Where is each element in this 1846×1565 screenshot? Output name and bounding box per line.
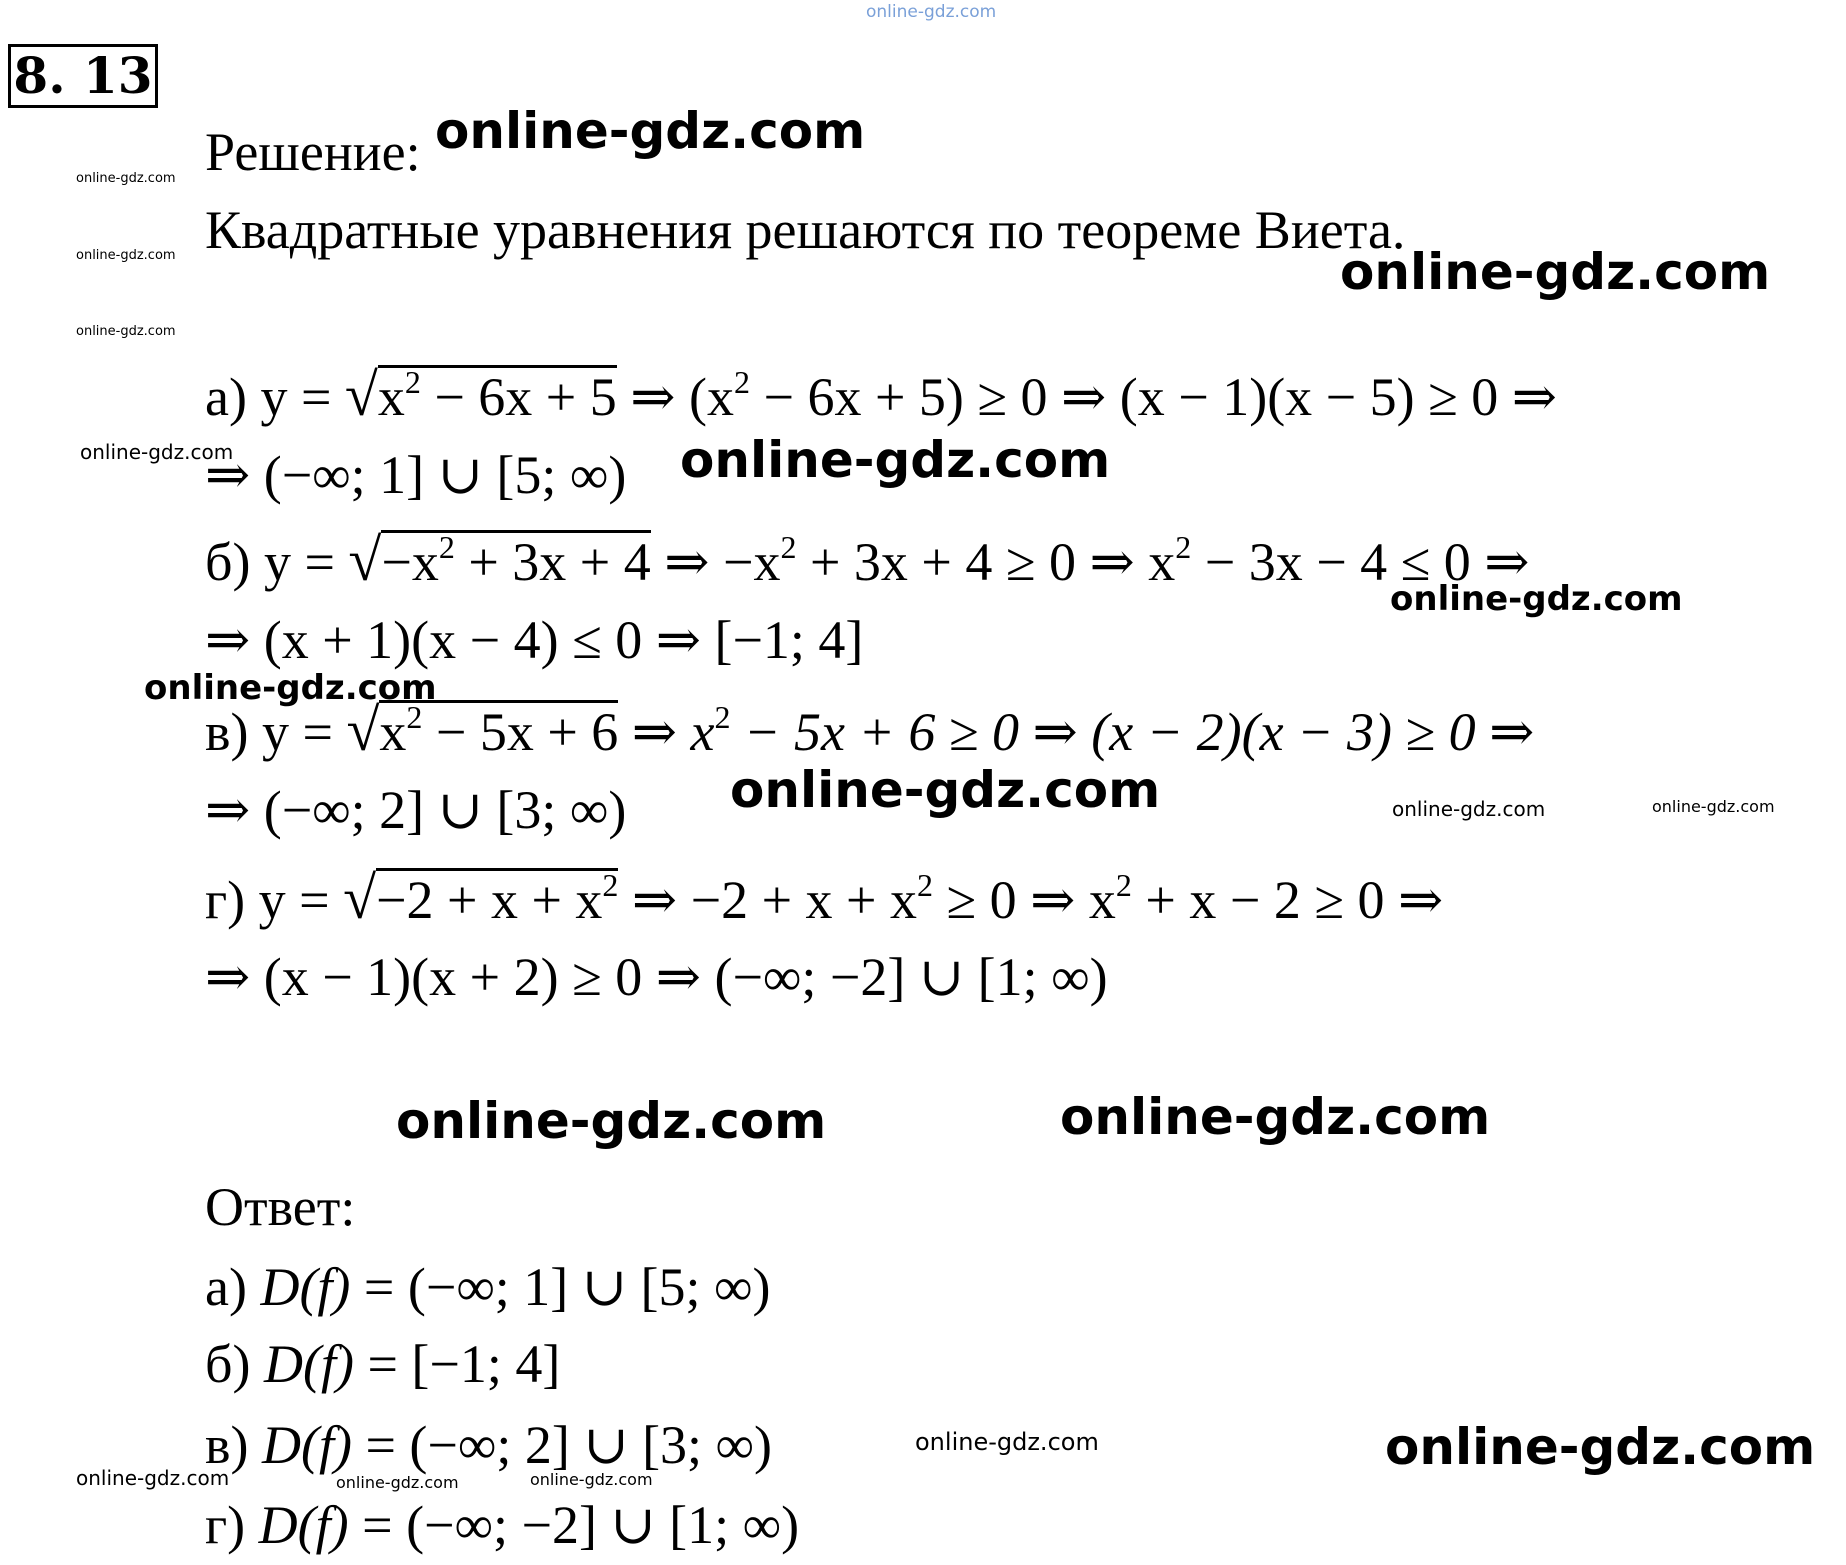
watermark: online-gdz.com [530, 1470, 653, 1489]
sqrt-icon: √ [346, 697, 380, 763]
solution-d-line2: ⇒ (x − 1)(x + 2) ≥ 0 ⇒ (−∞; −2] ∪ [1; ∞) [205, 947, 1108, 1007]
sqrt-icon: √ [348, 527, 382, 593]
watermark: online-gdz.com [76, 248, 176, 263]
sqrt-icon: √ [344, 362, 378, 428]
sqrt-icon: √ [343, 865, 377, 931]
solution-b-line2: ⇒ (x + 1)(x − 4) ≤ 0 ⇒ [−1; 4] [205, 610, 864, 670]
watermark: online-gdz.com [730, 761, 1161, 819]
solution-c-line1: в) $y = √x^2 - 5x + 6$ ⇒ $x^2 - 5x + 6 \ge 0$ ⇒ (x − 2)(x − 3) ≥ 0 ⇒ [205, 697, 1535, 763]
answer-c: в) D(f) = (−∞; 2] ∪ [3; ∞) [205, 1415, 773, 1475]
watermark: online-gdz.com [1340, 243, 1771, 301]
watermark: online-gdz.com [915, 1428, 1099, 1456]
solution-a-line2: ⇒ (−∞; 1] ∪ [5; ∞) [205, 445, 627, 505]
radicand-a: $x^2 - 6x + 5$ [377, 364, 617, 427]
radicand-d: $-2 + x + x^2$ [376, 867, 619, 930]
watermark: online-gdz.com [1060, 1088, 1491, 1146]
radicand-c: $x^2 - 5x + 6$ [379, 699, 619, 762]
answer-d: г) D(f) = (−∞; −2] ∪ [1; ∞) [205, 1495, 800, 1555]
watermark: online-gdz.com [76, 171, 176, 186]
watermark: online-gdz.com [80, 440, 234, 464]
watermark: online-gdz.com [144, 668, 437, 708]
answer-a: а) D(f) = (−∞; 1] ∪ [5; ∞) [205, 1257, 771, 1317]
watermark: online-gdz.com [1385, 1418, 1816, 1476]
problem-number-badge: 8. 13 [8, 44, 158, 108]
watermark: online-gdz.com [76, 1466, 230, 1490]
watermark: online-gdz.com [435, 102, 866, 160]
answer-b: б) D(f) = [−1; 4] [205, 1334, 561, 1394]
solution-label: Решение: [205, 122, 421, 182]
solution-a-line1: а) $y = √x^2 - 6x + 5$ ⇒ $(x^2 - 6x + 5) \ge 0$ ⇒ (x − 1)(x − 5) ≥ 0 ⇒ [205, 362, 1557, 428]
watermark: online-gdz.com [680, 431, 1111, 489]
watermark: online-gdz.com [1390, 579, 1683, 619]
answer-label: Ответ: [205, 1177, 356, 1237]
radicand-b: $-x^2 + 3x + 4$ [381, 529, 651, 592]
solution-d-line1: г) $y = √-2 + x + x^2$ ⇒ $-2 + x + x^2 \ge 0$ ⇒ $x^2 + x - 2 \ge 0$ ⇒ [205, 865, 1444, 931]
watermark: online-gdz.com [1652, 797, 1775, 816]
solution-c-line2: ⇒ (−∞; 2] ∪ [3; ∞) [205, 780, 627, 840]
solution-b-line1: б) $y = √-x^2 + 3x + 4$ ⇒ $-x^2 + 3x + 4 \ge 0$ ⇒ $x^2 - 3x - 4 \le 0$ ⇒ [205, 527, 1530, 593]
watermark: online-gdz.com [396, 1092, 827, 1150]
watermark: online-gdz.com [1392, 797, 1546, 821]
top-watermark: online-gdz.com [866, 2, 997, 22]
watermark: online-gdz.com [336, 1473, 459, 1492]
watermark: online-gdz.com [76, 324, 176, 339]
intro-text: Квадратные уравнения решаются по теореме Виета. [205, 200, 1406, 260]
